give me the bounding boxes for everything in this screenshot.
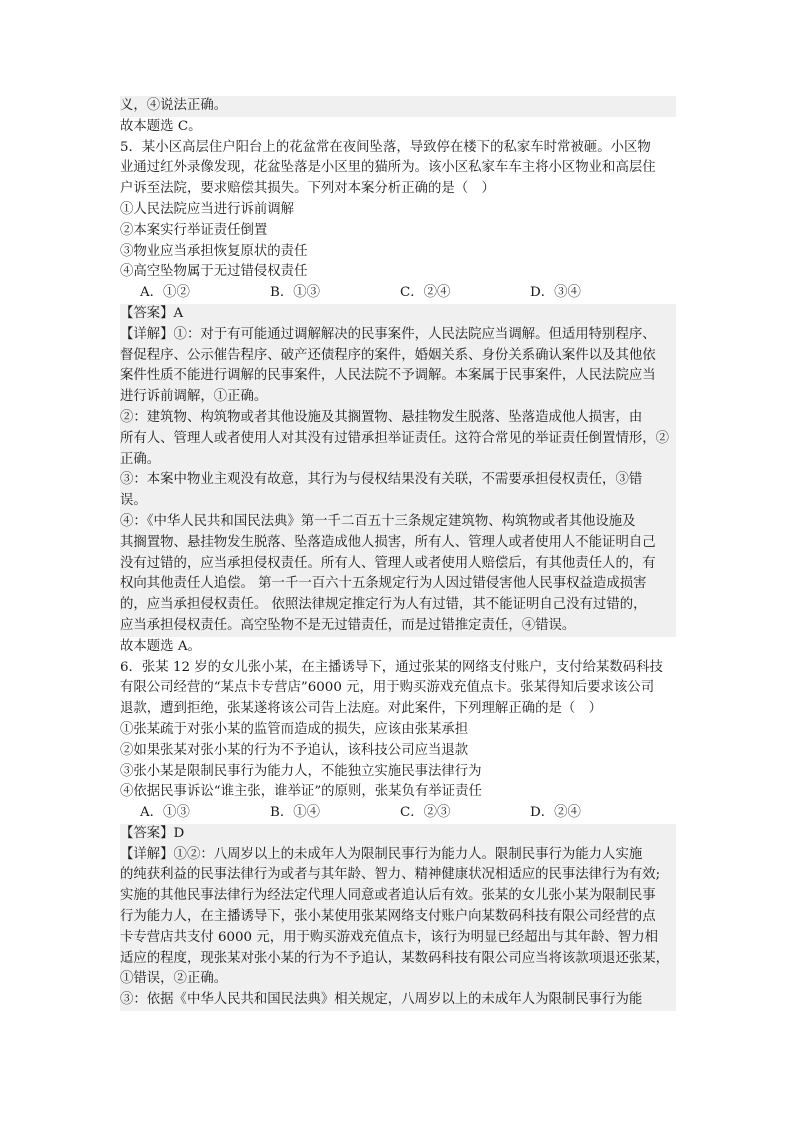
q5-explanation-line: 应当承担侵权责任。高空坠物不是无过错责任，而是过错推定责任，④错误。 [120, 616, 676, 637]
q5-item: ①人民法院应当进行诉前调解 [120, 201, 295, 217]
q6-explanation-line: ①错误，②正确。 [120, 969, 676, 990]
q6-explanation-line: 实施的其他民事法律行为经法定代理人同意或者追认后有效。张某的女儿张小某为限制民事 [120, 886, 676, 907]
q6-option-d: D．②④ [530, 805, 581, 821]
q5-explanation-line: ②：建筑物、构筑物或者其他设施及其搁置物、悬挂物发生脱落、坠落造成他人损害，由 [120, 408, 676, 429]
q6-explanation-line: 卡专营店共支付 6000 元，用于购买游戏充值点卡，该行为明显已经超出与其年龄、智力相 [120, 928, 676, 949]
q5-explanation-line: 其搁置物、悬挂物发生脱落、坠落造成他人损害，所有人、管理人或者使用人不能证明自己 [120, 533, 676, 554]
q5-explanation-line: 【详解】①：对于有可能通过调解解决的民事案件，人民法院应当调解。但适用特别程序、 [120, 325, 676, 346]
q6-options [120, 803, 676, 824]
q5-explanation-line: 误。 [120, 491, 676, 512]
q6-item: ③张小某是限制民事行为能力人，不能独立实施民事法律行为 [120, 763, 482, 779]
q5-item: ④高空坠物属于无过错侵权责任 [120, 264, 308, 280]
text-line: 义，④说法正确。 [120, 96, 676, 117]
q6-explanation-line: 【详解】①②：八周岁以上的未成年人为限制民事行为能力人。限制民事行为能力人实施 [120, 845, 676, 866]
document-page [120, 96, 676, 1011]
text-line: 故本题选 C。 [120, 118, 202, 134]
q6-option-a: A．①③ [140, 805, 190, 821]
q5-explanation-line: 没有过错的，应当承担侵权责任。所有人、管理人或者使用人赔偿后，有其他责任人的，有 [120, 554, 676, 575]
q6-item: ④依据民事诉讼“谁主张，谁举证”的原则，张某负有举证责任 [120, 784, 482, 800]
q6-answer: 【答案】D [120, 824, 676, 845]
q6-option-b: B．①④ [270, 805, 321, 821]
q5-item: ③物业应当承担恢复原状的责任 [120, 243, 308, 259]
q5-option-d: D．③④ [530, 285, 581, 301]
q5-stem-line: 户诉至法院，要求赔偿其损失。下列对本案分析正确的是（ ） [120, 181, 495, 197]
q5-option-b: B．①③ [270, 285, 321, 301]
q5-explanation-line: 案件性质不能进行调解的民事案件，人民法院不予调解。本案属于民事案件，人民法院应当 [120, 366, 676, 387]
q5-explanation-line: 督促程序、公示催告程序、破产还债程序的案件，婚姻关系、身份关系确认案件以及其他依 [120, 346, 676, 367]
q5-explanation-line: 的，应当承担侵权责任。 依照法律规定推定行为人有过错，其不能证明自己没有过错的， [120, 595, 676, 616]
q5-explanation-line: 正确。 [120, 450, 676, 471]
q5-explanation-line: ④：《中华人民共和国民法典》第一千二百五十三条规定建筑物、构筑物或者其他设施及 [120, 512, 676, 533]
q6-option-c: C．②③ [400, 805, 451, 821]
q5-option-c: C．②④ [400, 285, 451, 301]
q5-option-a: A．①② [140, 285, 190, 301]
q5-explanation-line: 进行诉前调解，①正确。 [120, 387, 676, 408]
q5-item: ②本案实行举证责任倒置 [120, 222, 268, 238]
q5-explanation-line: 权向其他责任人追偿。 第一千一百六十五条规定行为人因过错侵害他人民事权益造成损害 [120, 574, 676, 595]
q6-explanation-line: 行为能力人，在主播诱导下，张小某使用张某网络支付账户向某数码科技有限公司经营的点 [120, 907, 676, 928]
q6-item: ②如果张某对张小某的行为不予追认，该科技公司应当退款 [120, 742, 469, 758]
q5-stem-line: 业通过红外录像发现，花盆坠落是小区里的猫所为。该小区私家车车主将小区物业和高层住 [120, 160, 656, 176]
q6-item: ①张某疏于对张小某的监管而造成的损失，应该由张某承担 [120, 721, 469, 737]
q5-stem-line: 5．某小区高层住户阳台上的花盆常在夜间坠落，导致停在楼下的私家车时常被砸。小区物 [120, 139, 651, 155]
q5-explanation-line: ③：本案中物业主观没有故意，其行为与侵权结果没有关联，不需要承担侵权责任，③错 [120, 470, 676, 491]
q6-stem-line: 有限公司经营的“某点卡专营店”6000 元，用于购买游戏充值点卡。张某得知后要求该公司 [120, 680, 655, 696]
q5-options [120, 283, 676, 304]
q5-conclusion: 故本题选 A。 [120, 638, 201, 654]
q6-explanation-line: 的纯获利益的民事法律行为或者与其年龄、智力、精神健康状况相适应的民事法律行为有效; [120, 865, 676, 886]
q5-answer: 【答案】A [120, 304, 676, 325]
q6-stem-line: 退款，遭到拒绝，张某遂将该公司告上法庭。对此案件，下列理解正确的是（ ） [120, 701, 603, 717]
q6-stem-line: 6．张某 12 岁的女儿张小某，在主播诱导下，通过张某的网络支付账户，支付给某数码科技 [120, 659, 663, 675]
q6-explanation-line: 适应的程度，现张某对张小某的行为不予追认，某数码科技有限公司应当将该款项退还张某， [120, 949, 676, 970]
q6-explanation-line: ③：依据《中华人民共和国民法典》相关规定，八周岁以上的未成年人为限制民事行为能 [120, 990, 676, 1011]
q5-explanation-line: 所有人、管理人或者使用人对其没有过错承担举证责任。这符合常见的举证责任倒置情形，② [120, 429, 676, 450]
